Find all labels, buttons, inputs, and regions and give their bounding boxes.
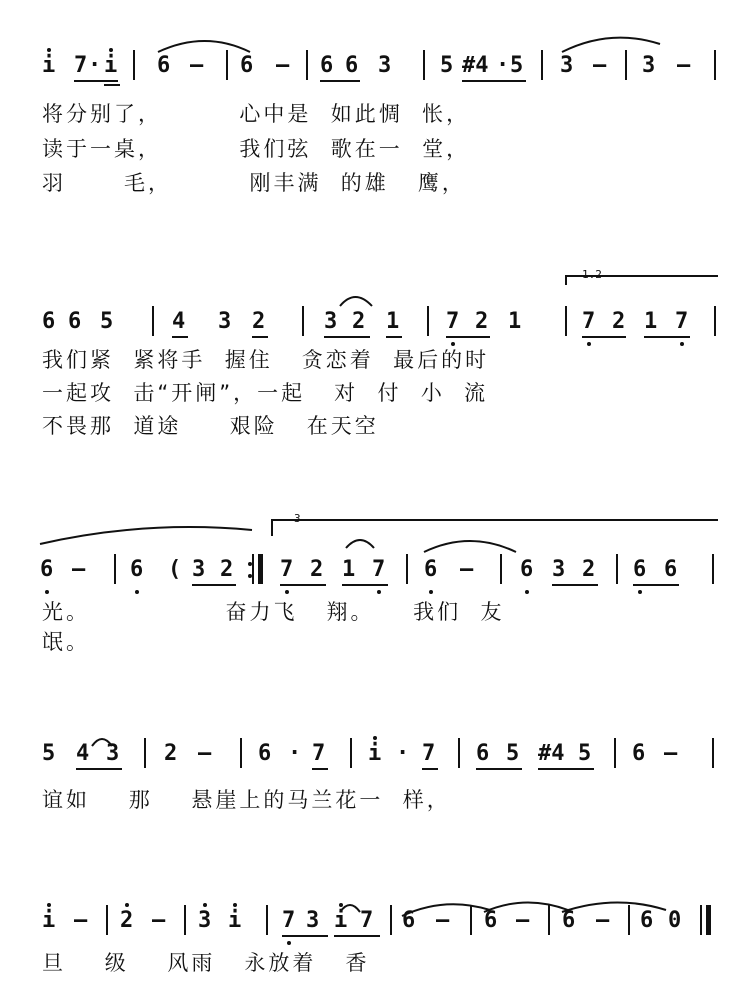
repeat-dot bbox=[248, 574, 252, 578]
note: 6 bbox=[258, 741, 272, 766]
underline bbox=[324, 336, 370, 338]
note: – bbox=[460, 557, 474, 582]
note: – bbox=[74, 908, 88, 933]
note: 5 bbox=[578, 741, 592, 766]
note: 2 bbox=[310, 557, 324, 582]
note: 1 bbox=[342, 557, 356, 582]
underline bbox=[334, 935, 380, 937]
dot bbox=[377, 590, 381, 594]
lyric-line: 将分别了， 心中是 如此惆 怅， bbox=[42, 102, 471, 126]
note: · bbox=[288, 741, 302, 766]
note: 6 bbox=[130, 557, 144, 582]
note: 3 bbox=[218, 309, 232, 334]
barline bbox=[306, 50, 308, 80]
note: 2 bbox=[352, 309, 366, 334]
barline bbox=[184, 905, 186, 935]
volta-label: 3 bbox=[294, 512, 301, 525]
underline bbox=[104, 84, 120, 86]
dot bbox=[680, 342, 684, 346]
note: – bbox=[190, 53, 204, 78]
note: 3 bbox=[324, 309, 338, 334]
underline bbox=[312, 768, 328, 770]
repeat-barline bbox=[258, 554, 263, 584]
note: 6 bbox=[40, 557, 54, 582]
note: 6 bbox=[424, 557, 438, 582]
dot bbox=[203, 903, 207, 907]
note: i bbox=[104, 53, 118, 78]
dot bbox=[525, 590, 529, 594]
underline bbox=[172, 336, 188, 338]
dot bbox=[45, 590, 49, 594]
note: · bbox=[496, 53, 510, 78]
note: – bbox=[152, 908, 166, 933]
slur bbox=[40, 527, 252, 544]
note: 6 bbox=[157, 53, 171, 78]
note: 6 bbox=[476, 741, 490, 766]
barline bbox=[266, 905, 268, 935]
barline bbox=[714, 306, 716, 336]
volta-label: 1.2 bbox=[582, 268, 602, 281]
underline bbox=[282, 935, 328, 937]
note: 5 bbox=[100, 309, 114, 334]
dot bbox=[451, 342, 455, 346]
underline bbox=[422, 768, 438, 770]
dot bbox=[339, 903, 343, 907]
note: 6 bbox=[633, 557, 647, 582]
note: 3 bbox=[378, 53, 392, 78]
note: i bbox=[228, 908, 242, 933]
note: – bbox=[516, 908, 530, 933]
note: – bbox=[72, 557, 86, 582]
lyric-line: 羽 毛， 刚丰满 的雄 鹰， bbox=[42, 171, 466, 195]
underline bbox=[192, 584, 236, 586]
underline bbox=[644, 336, 690, 338]
underline bbox=[446, 336, 490, 338]
note: 1 bbox=[508, 309, 522, 334]
note: 1 bbox=[644, 309, 658, 334]
note: 2 bbox=[475, 309, 489, 334]
note: 6 bbox=[632, 741, 646, 766]
dot bbox=[109, 48, 113, 52]
note: 7 bbox=[360, 908, 374, 933]
dot bbox=[47, 48, 51, 52]
lyric-line: 旦 级 风雨 永放着 香 bbox=[42, 951, 370, 975]
note: – bbox=[198, 741, 212, 766]
dot bbox=[429, 590, 433, 594]
barline bbox=[565, 306, 567, 336]
note: 3 bbox=[560, 53, 574, 78]
note: 6 bbox=[345, 53, 359, 78]
note: 7 bbox=[280, 557, 294, 582]
note: 6 bbox=[42, 309, 56, 334]
underline bbox=[252, 336, 268, 338]
note: i bbox=[42, 908, 56, 933]
barline bbox=[240, 738, 242, 768]
note: 3 bbox=[106, 741, 120, 766]
lyric-line: 一起攻 击“开闸”，一起 对 付 小 流 bbox=[42, 381, 489, 405]
note: 7 bbox=[582, 309, 596, 334]
barline bbox=[133, 50, 135, 80]
notation-row-4 bbox=[0, 728, 750, 768]
note: 6 bbox=[664, 557, 678, 582]
note: – bbox=[593, 53, 607, 78]
note: 6 bbox=[520, 557, 534, 582]
barline bbox=[712, 738, 714, 768]
barline bbox=[614, 738, 616, 768]
note: 6 bbox=[640, 908, 654, 933]
barline bbox=[714, 50, 716, 80]
note: – bbox=[664, 741, 678, 766]
note: 6 bbox=[68, 309, 82, 334]
notation-row-5 bbox=[0, 895, 750, 935]
underline bbox=[386, 336, 402, 338]
note: 7 bbox=[675, 309, 689, 334]
barline bbox=[390, 905, 392, 935]
note: 7 bbox=[372, 557, 386, 582]
note: 4 bbox=[172, 309, 186, 334]
dot bbox=[125, 903, 129, 907]
final-barline-thick bbox=[706, 905, 711, 935]
note: 6 bbox=[484, 908, 498, 933]
note: 6 bbox=[562, 908, 576, 933]
note: 3 bbox=[306, 908, 320, 933]
note: – bbox=[276, 53, 290, 78]
lyric-line: 光。 奋力飞 翔。 我们 友 bbox=[42, 600, 505, 624]
note: 6 bbox=[402, 908, 416, 933]
underline bbox=[552, 584, 598, 586]
note: 6 bbox=[320, 53, 334, 78]
note: · bbox=[396, 741, 410, 766]
note: 2 bbox=[582, 557, 596, 582]
note: – bbox=[677, 53, 691, 78]
note: 3 bbox=[552, 557, 566, 582]
final-barline-thin bbox=[700, 905, 702, 935]
notation-row-2 bbox=[0, 296, 750, 336]
lyric-line: 谊如 那 悬崖上的马兰花一 样， bbox=[42, 788, 451, 812]
dot bbox=[638, 590, 642, 594]
barline bbox=[406, 554, 408, 584]
note: 2 bbox=[164, 741, 178, 766]
note: – bbox=[596, 908, 610, 933]
barline bbox=[152, 306, 154, 336]
repeat-dot bbox=[248, 562, 252, 566]
underline bbox=[280, 584, 326, 586]
barline bbox=[616, 554, 618, 584]
note: 1 bbox=[386, 309, 400, 334]
volta-bracket bbox=[272, 520, 718, 536]
note: 5 bbox=[440, 53, 454, 78]
note: 7 bbox=[422, 741, 436, 766]
note: – bbox=[436, 908, 450, 933]
underline bbox=[476, 768, 522, 770]
note: 3 bbox=[192, 557, 206, 582]
note: ( bbox=[168, 557, 182, 582]
barline bbox=[458, 738, 460, 768]
note: #4 bbox=[462, 53, 489, 78]
note: 3 bbox=[642, 53, 656, 78]
note: 7 bbox=[282, 908, 296, 933]
dot bbox=[373, 736, 377, 740]
lyric-line: 我们紧 紧将手 握住 贪恋着 最后的时 bbox=[42, 348, 490, 372]
barline bbox=[500, 554, 502, 584]
underline bbox=[74, 80, 118, 82]
barline bbox=[712, 554, 714, 584]
note: 0 bbox=[668, 908, 682, 933]
barline bbox=[226, 50, 228, 80]
notation-row-1 bbox=[0, 40, 750, 80]
lyric-line: 氓。 bbox=[42, 630, 90, 654]
lyric-line: 不畏那 道途 艰险 在天空 bbox=[42, 414, 379, 438]
underline bbox=[582, 336, 626, 338]
barline bbox=[628, 905, 630, 935]
barline bbox=[114, 554, 116, 584]
note: 7 bbox=[312, 741, 326, 766]
note: i bbox=[334, 908, 348, 933]
dot bbox=[285, 590, 289, 594]
note: 4 bbox=[76, 741, 90, 766]
barline bbox=[252, 554, 254, 584]
note: 2 bbox=[220, 557, 234, 582]
underline bbox=[76, 768, 122, 770]
underline bbox=[320, 80, 360, 82]
barline bbox=[350, 738, 352, 768]
note: 2 bbox=[120, 908, 134, 933]
note: 6 bbox=[240, 53, 254, 78]
barline bbox=[541, 50, 543, 80]
barline bbox=[302, 306, 304, 336]
dot bbox=[287, 941, 291, 945]
note: #4 bbox=[538, 741, 565, 766]
barline bbox=[423, 50, 425, 80]
underline bbox=[633, 584, 679, 586]
dot bbox=[233, 903, 237, 907]
note: 5 bbox=[42, 741, 56, 766]
barline bbox=[106, 905, 108, 935]
barline bbox=[427, 306, 429, 336]
dot bbox=[587, 342, 591, 346]
note: · bbox=[88, 53, 102, 78]
note: 2 bbox=[252, 309, 266, 334]
underline bbox=[538, 768, 594, 770]
note: 5 bbox=[510, 53, 524, 78]
barline bbox=[470, 905, 472, 935]
note: i bbox=[42, 53, 56, 78]
note: 2 bbox=[612, 309, 626, 334]
barline bbox=[625, 50, 627, 80]
dot bbox=[47, 903, 51, 907]
note: 7 bbox=[74, 53, 88, 78]
underline bbox=[462, 80, 526, 82]
note: 5 bbox=[506, 741, 520, 766]
notation-row-3 bbox=[0, 544, 750, 584]
note: 7 bbox=[446, 309, 460, 334]
barline bbox=[144, 738, 146, 768]
lyric-line: 读于一桌， 我们弦 歌在一 堂， bbox=[42, 137, 471, 161]
underline bbox=[342, 584, 388, 586]
barline bbox=[548, 905, 550, 935]
note: 3 bbox=[198, 908, 212, 933]
note: i bbox=[368, 741, 382, 766]
dot bbox=[135, 590, 139, 594]
